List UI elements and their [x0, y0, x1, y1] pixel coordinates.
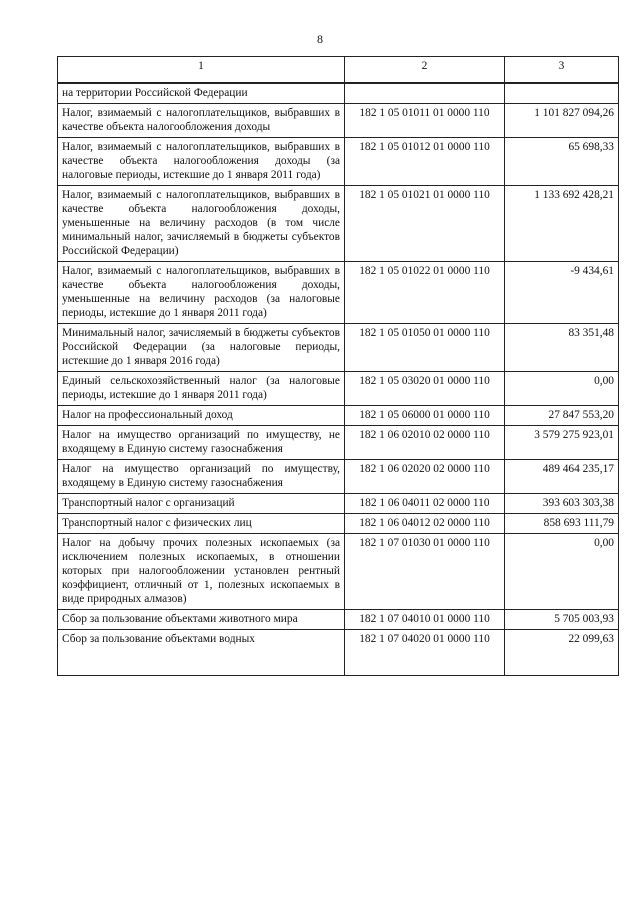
- revenue-name: Налог, взимаемый с налогоплательщиков, выбравших в качестве объекта налогообложения доходы: [58, 104, 345, 138]
- revenue-name: Единый сельскохозяйственный налог (за налоговые периоды, истекшие до 1 января 2011 года): [58, 372, 345, 406]
- table-row: [58, 610, 619, 630]
- revenue-table: [57, 56, 619, 676]
- amount: 22 099,63: [505, 630, 619, 676]
- table-row: [58, 630, 619, 676]
- table-row: [58, 460, 619, 494]
- amount: -9 434,61: [505, 262, 619, 324]
- classification-code: 182 1 07 04020 01 0000 110: [345, 630, 505, 676]
- table-header: [58, 57, 619, 84]
- empty-cell: [505, 83, 619, 104]
- classification-code: 182 1 07 01030 01 0000 110: [345, 534, 505, 610]
- revenue-name: Налог на добычу прочих полезных ископаемых (за исключением полезных ископаемых, в отношении которых при налогообложении установлен рентный коэффициент, отличный от 1, полезных ископаемых в виде природных алмазов): [58, 534, 345, 610]
- revenue-name: Транспортный налог с организаций: [58, 494, 345, 514]
- revenue-name: Транспортный налог с физических лиц: [58, 514, 345, 534]
- section-heading: на территории Российской Федерации: [58, 83, 345, 104]
- table-row: [58, 514, 619, 534]
- classification-code: 182 1 05 01011 01 0000 110: [345, 104, 505, 138]
- amount: 65 698,33: [505, 138, 619, 186]
- revenue-name: Сбор за пользование объектами животного мира: [58, 610, 345, 630]
- classification-code: 182 1 05 01012 01 0000 110: [345, 138, 505, 186]
- amount: 393 603 303,38: [505, 494, 619, 514]
- table-row: [58, 494, 619, 514]
- amount: 1 101 827 094,26: [505, 104, 619, 138]
- table-row: [58, 372, 619, 406]
- amount: 5 705 003,93: [505, 610, 619, 630]
- classification-code: 182 1 05 01050 01 0000 110: [345, 324, 505, 372]
- amount: 3 579 275 923,01: [505, 426, 619, 460]
- table-row: [58, 104, 619, 138]
- column-header-1: 1: [58, 57, 345, 84]
- classification-code: 182 1 05 06000 01 0000 110: [345, 406, 505, 426]
- revenue-name: Налог на имущество организаций по имуществу, входящему в Единую систему газоснабжения: [58, 460, 345, 494]
- amount: 0,00: [505, 534, 619, 610]
- revenue-name: Налог, взимаемый с налогоплательщиков, выбравших в качестве объекта налогообложения доходы (за налоговые периоды, истекшие до 1 января 2011 года): [58, 138, 345, 186]
- amount: 489 464 235,17: [505, 460, 619, 494]
- amount: 858 693 111,79: [505, 514, 619, 534]
- classification-code: 182 1 05 03020 01 0000 110: [345, 372, 505, 406]
- revenue-name: Налог, взимаемый с налогоплательщиков, выбравших в качестве объекта налогообложения доходы, уменьшенные на величину расходов (за налоговые периоды, истекшие до 1 января 2011 года): [58, 262, 345, 324]
- table-row: [58, 534, 619, 610]
- table-row: [58, 406, 619, 426]
- page-number: 8: [317, 32, 323, 46]
- classification-code: 182 1 06 02010 02 0000 110: [345, 426, 505, 460]
- classification-code: 182 1 06 04012 02 0000 110: [345, 514, 505, 534]
- classification-code: 182 1 05 01021 01 0000 110: [345, 186, 505, 262]
- classification-code: 182 1 07 04010 01 0000 110: [345, 610, 505, 630]
- column-header-2: 2: [345, 57, 505, 84]
- classification-code: 182 1 05 01022 01 0000 110: [345, 262, 505, 324]
- table-row: [58, 138, 619, 186]
- amount: 83 351,48: [505, 324, 619, 372]
- revenue-name: Налог, взимаемый с налогоплательщиков, выбравших в качестве объекта налогообложения доходы, уменьшенные на величину расходов (в том числе минимальный налог, зачисляемый в бюджеты субъектов Российской Федерации): [58, 186, 345, 262]
- revenue-name: Налог на имущество организаций по имуществу, не входящему в Единую систему газоснабжения: [58, 426, 345, 460]
- header-row: [58, 57, 619, 84]
- revenue-name: Минимальный налог, зачисляемый в бюджеты субъектов Российской Федерации (за налоговые периоды, истекшие до 1 января 2016 года): [58, 324, 345, 372]
- table-body: [58, 83, 619, 676]
- table-row: [58, 186, 619, 262]
- classification-code: 182 1 06 02020 02 0000 110: [345, 460, 505, 494]
- classification-code: 182 1 06 04011 02 0000 110: [345, 494, 505, 514]
- amount: 0,00: [505, 372, 619, 406]
- column-header-3: 3: [505, 57, 619, 84]
- revenue-name: Сбор за пользование объектами водных: [58, 630, 345, 676]
- amount: 27 847 553,20: [505, 406, 619, 426]
- table-row: [58, 262, 619, 324]
- table-row: [58, 426, 619, 460]
- empty-cell: [345, 83, 505, 104]
- table-row: [58, 324, 619, 372]
- amount: 1 133 692 428,21: [505, 186, 619, 262]
- section-heading-row: [58, 83, 619, 104]
- revenue-name: Налог на профессиональный доход: [58, 406, 345, 426]
